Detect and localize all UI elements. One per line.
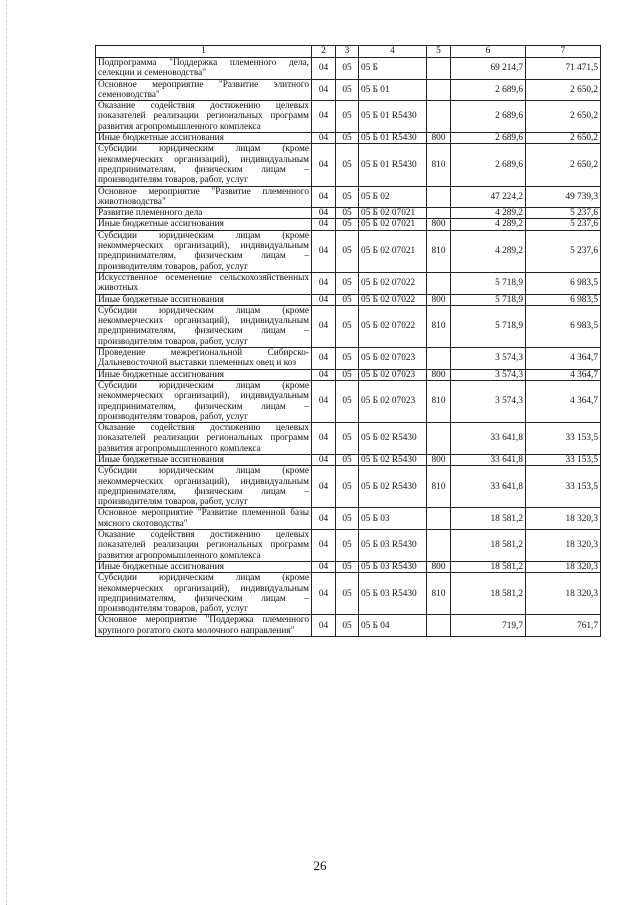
subsection-code-cell: 05 — [336, 219, 359, 230]
subsection-code-cell: 05 — [336, 58, 359, 80]
amount-year-2-cell: 18 320,3 — [526, 561, 601, 572]
expense-type-cell — [427, 208, 451, 219]
row-name-cell: Иные бюджетные ассигнования — [96, 369, 312, 380]
row-name-cell: Иные бюджетные ассигнования — [96, 219, 312, 230]
target-article-cell: 05 Б 02 07022 — [359, 305, 427, 347]
subsection-code-cell: 05 — [336, 454, 359, 465]
subsection-code-cell: 05 — [336, 348, 359, 370]
target-article-cell: 05 Б 01 — [359, 79, 427, 101]
table-row — [96, 101, 601, 133]
target-article-cell: 05 Б — [359, 58, 427, 80]
row-name-cell: Оказание содействия достижению целевых показателей реализации региональных программ развития агропромышленного комплекса — [96, 423, 312, 455]
row-name-cell: Субсидии юридическим лицам (кроме некоммерческих организаций), индивидуальным предпринимателям, физическим лицам – производителям товаров, работ, услуг — [96, 305, 312, 347]
amount-year-2-cell: 33 153,5 — [526, 454, 601, 465]
amount-year-1-cell: 3 574,3 — [451, 369, 526, 380]
page-number: 26 — [313, 858, 327, 873]
table-row — [96, 305, 601, 347]
table-row — [96, 133, 601, 144]
page-edge-dotted-line — [6, 0, 8, 905]
table-row — [96, 219, 601, 230]
amount-year-2-cell: 2 650,2 — [526, 79, 601, 101]
target-article-cell: 05 Б 02 07022 — [359, 294, 427, 305]
row-name-cell: Иные бюджетные ассигнования — [96, 561, 312, 572]
section-code-cell: 04 — [312, 615, 336, 637]
subsection-code-cell: 05 — [336, 133, 359, 144]
section-code-cell: 04 — [312, 573, 336, 615]
table-row — [96, 573, 601, 615]
target-article-cell: 05 Б 03 R5430 — [359, 573, 427, 615]
subsection-code-cell: 05 — [336, 615, 359, 637]
expense-type-cell — [427, 186, 451, 208]
section-code-cell: 04 — [312, 454, 336, 465]
row-name-cell: Основное мероприятие "Поддержка племенного крупного рогатого скота молочного направления" — [96, 615, 312, 637]
table-row — [96, 454, 601, 465]
row-name-cell: Субсидии юридическим лицам (кроме некоммерческих организаций), индивидуальным предпринимателям, физическим лицам – производителям товаров, работ, услуг — [96, 573, 312, 615]
header-col-3: 3 — [336, 46, 359, 58]
header-row — [96, 46, 601, 58]
target-article-cell: 05 Б 02 07023 — [359, 348, 427, 370]
table-row — [96, 272, 601, 294]
row-name-cell: Субсидии юридическим лицам (кроме некоммерческих организаций), индивидуальным предпринимателям, физическим лицам – производителям товаров, работ, услуг — [96, 466, 312, 508]
target-article-cell: 05 Б 02 07023 — [359, 380, 427, 422]
section-code-cell: 04 — [312, 133, 336, 144]
expense-type-cell: 800 — [427, 369, 451, 380]
section-code-cell: 04 — [312, 58, 336, 80]
expense-type-cell — [427, 508, 451, 530]
table-row — [96, 144, 601, 186]
subsection-code-cell: 05 — [336, 101, 359, 133]
expense-type-cell: 810 — [427, 230, 451, 272]
subsection-code-cell: 05 — [336, 305, 359, 347]
row-name-cell: Основное мероприятие "Развитие племенной базы мясного скотоводства" — [96, 508, 312, 530]
amount-year-1-cell: 719,7 — [451, 615, 526, 637]
section-code-cell: 04 — [312, 380, 336, 422]
row-name-cell: Развитие племенного дела — [96, 208, 312, 219]
section-code-cell: 04 — [312, 348, 336, 370]
amount-year-1-cell: 2 689,6 — [451, 101, 526, 133]
table-row — [96, 348, 601, 370]
header-col-6: 6 — [451, 46, 526, 58]
amount-year-2-cell: 5 237,6 — [526, 219, 601, 230]
expense-type-cell: 800 — [427, 133, 451, 144]
amount-year-2-cell: 33 153,5 — [526, 423, 601, 455]
amount-year-2-cell: 761,7 — [526, 615, 601, 637]
section-code-cell: 04 — [312, 423, 336, 455]
expense-type-cell: 800 — [427, 219, 451, 230]
expense-type-cell: 800 — [427, 294, 451, 305]
budget-table — [95, 45, 601, 637]
target-article-cell: 05 Б 02 R5430 — [359, 466, 427, 508]
amount-year-2-cell: 5 237,6 — [526, 230, 601, 272]
section-code-cell: 04 — [312, 508, 336, 530]
subsection-code-cell: 05 — [336, 530, 359, 562]
target-article-cell: 05 Б 03 R5430 — [359, 530, 427, 562]
amount-year-1-cell: 4 289,2 — [451, 230, 526, 272]
section-code-cell: 04 — [312, 369, 336, 380]
row-name-cell: Субсидии юридическим лицам (кроме некоммерческих организаций), индивидуальным предпринимателям, физическим лицам – производителям товаров, работ, услуг — [96, 230, 312, 272]
subsection-code-cell: 05 — [336, 79, 359, 101]
target-article-cell: 05 Б 02 07021 — [359, 219, 427, 230]
section-code-cell: 04 — [312, 144, 336, 186]
expense-type-cell: 810 — [427, 144, 451, 186]
amount-year-1-cell: 2 689,6 — [451, 144, 526, 186]
expense-type-cell — [427, 58, 451, 80]
amount-year-2-cell: 4 364,7 — [526, 348, 601, 370]
expense-type-cell: 810 — [427, 380, 451, 422]
expense-type-cell — [427, 272, 451, 294]
subsection-code-cell: 05 — [336, 186, 359, 208]
section-code-cell: 04 — [312, 561, 336, 572]
row-name-cell: Субсидии юридическим лицам (кроме некоммерческих организаций), индивидуальным предпринимателям, физическим лицам – производителям товаров, работ, услуг — [96, 380, 312, 422]
row-name-cell: Основное мероприятие "Развитие племенного животноводства" — [96, 186, 312, 208]
expense-type-cell — [427, 615, 451, 637]
row-name-cell: Иные бюджетные ассигнования — [96, 454, 312, 465]
expense-type-cell: 800 — [427, 561, 451, 572]
header-col-1: 1 — [96, 46, 312, 58]
amount-year-1-cell: 69 214,7 — [451, 58, 526, 80]
amount-year-2-cell: 33 153,5 — [526, 466, 601, 508]
amount-year-1-cell: 4 289,2 — [451, 219, 526, 230]
amount-year-2-cell: 2 650,2 — [526, 133, 601, 144]
section-code-cell: 04 — [312, 466, 336, 508]
amount-year-2-cell: 6 983,5 — [526, 294, 601, 305]
subsection-code-cell: 05 — [336, 369, 359, 380]
target-article-cell: 05 Б 02 07021 — [359, 208, 427, 219]
section-code-cell: 04 — [312, 272, 336, 294]
amount-year-2-cell: 6 983,5 — [526, 305, 601, 347]
table-row — [96, 230, 601, 272]
table-body — [96, 58, 601, 637]
subsection-code-cell: 05 — [336, 573, 359, 615]
amount-year-2-cell: 18 320,3 — [526, 530, 601, 562]
amount-year-1-cell: 18 581,2 — [451, 508, 526, 530]
amount-year-1-cell: 18 581,2 — [451, 530, 526, 562]
table-row — [96, 466, 601, 508]
section-code-cell: 04 — [312, 186, 336, 208]
expense-type-cell: 800 — [427, 454, 451, 465]
table-row — [96, 79, 601, 101]
section-code-cell: 04 — [312, 219, 336, 230]
header-col-5: 5 — [427, 46, 451, 58]
row-name-cell: Искусственное осеменение сельскохозяйственных животных — [96, 272, 312, 294]
target-article-cell: 05 Б 02 07021 — [359, 230, 427, 272]
amount-year-1-cell: 5 718,9 — [451, 294, 526, 305]
target-article-cell: 05 Б 02 07022 — [359, 272, 427, 294]
subsection-code-cell: 05 — [336, 294, 359, 305]
subsection-code-cell: 05 — [336, 144, 359, 186]
amount-year-2-cell: 18 320,3 — [526, 508, 601, 530]
target-article-cell: 05 Б 01 R5430 — [359, 144, 427, 186]
amount-year-1-cell: 33 641,8 — [451, 423, 526, 455]
header-col-7: 7 — [526, 46, 601, 58]
amount-year-1-cell: 5 718,9 — [451, 272, 526, 294]
table-row — [96, 380, 601, 422]
target-article-cell: 05 Б 03 — [359, 508, 427, 530]
subsection-code-cell: 05 — [336, 466, 359, 508]
amount-year-2-cell: 49 739,3 — [526, 186, 601, 208]
row-name-cell: Иные бюджетные ассигнования — [96, 294, 312, 305]
expense-type-cell: 810 — [427, 305, 451, 347]
target-article-cell: 05 Б 02 — [359, 186, 427, 208]
amount-year-2-cell: 5 237,6 — [526, 208, 601, 219]
amount-year-1-cell: 5 718,9 — [451, 305, 526, 347]
table-row — [96, 186, 601, 208]
section-code-cell: 04 — [312, 101, 336, 133]
table-row — [96, 369, 601, 380]
expense-type-cell — [427, 79, 451, 101]
amount-year-2-cell: 6 983,5 — [526, 272, 601, 294]
target-article-cell: 05 Б 02 R5430 — [359, 454, 427, 465]
table-row — [96, 423, 601, 455]
section-code-cell: 04 — [312, 305, 336, 347]
amount-year-1-cell: 3 574,3 — [451, 348, 526, 370]
amount-year-1-cell: 33 641,8 — [451, 454, 526, 465]
target-article-cell: 05 Б 01 R5430 — [359, 101, 427, 133]
table-row — [96, 58, 601, 80]
header-col-2: 2 — [312, 46, 336, 58]
expense-type-cell — [427, 423, 451, 455]
section-code-cell: 04 — [312, 294, 336, 305]
section-code-cell: 04 — [312, 230, 336, 272]
amount-year-1-cell: 2 689,6 — [451, 79, 526, 101]
row-name-cell: Иные бюджетные ассигнования — [96, 133, 312, 144]
table-row — [96, 508, 601, 530]
subsection-code-cell: 05 — [336, 380, 359, 422]
section-code-cell: 04 — [312, 530, 336, 562]
row-name-cell: Подпрограмма "Поддержка племенного дела, селекции и семеноводства" — [96, 58, 312, 80]
row-name-cell: Основное мероприятие "Развитие элитного семеноводства" — [96, 79, 312, 101]
subsection-code-cell: 05 — [336, 230, 359, 272]
subsection-code-cell: 05 — [336, 208, 359, 219]
subsection-code-cell: 05 — [336, 272, 359, 294]
amount-year-1-cell: 4 289,2 — [451, 208, 526, 219]
subsection-code-cell: 05 — [336, 423, 359, 455]
amount-year-2-cell: 2 650,2 — [526, 101, 601, 133]
amount-year-1-cell: 33 641,8 — [451, 466, 526, 508]
table-row — [96, 208, 601, 219]
expense-type-cell — [427, 530, 451, 562]
row-name-cell: Субсидии юридическим лицам (кроме некоммерческих организаций), индивидуальным предпринимателям, физическим лицам – производителям товаров, работ, услуг — [96, 144, 312, 186]
table-row — [96, 561, 601, 572]
section-code-cell: 04 — [312, 79, 336, 101]
expense-type-cell: 810 — [427, 466, 451, 508]
amount-year-1-cell: 2 689,6 — [451, 133, 526, 144]
target-article-cell: 05 Б 03 R5430 — [359, 561, 427, 572]
amount-year-2-cell: 2 650,2 — [526, 144, 601, 186]
target-article-cell: 05 Б 01 R5430 — [359, 133, 427, 144]
header-col-4: 4 — [359, 46, 427, 58]
target-article-cell: 05 Б 02 07023 — [359, 369, 427, 380]
amount-year-1-cell: 18 581,2 — [451, 561, 526, 572]
expense-type-cell: 810 — [427, 573, 451, 615]
table-row — [96, 294, 601, 305]
table-row — [96, 615, 601, 637]
amount-year-1-cell: 47 224,2 — [451, 186, 526, 208]
amount-year-2-cell: 18 320,3 — [526, 573, 601, 615]
row-name-cell: Оказание содействия достижению целевых показателей реализации региональных программ развития агропромышленного комплекса — [96, 530, 312, 562]
row-name-cell: Оказание содействия достижению целевых показателей реализации региональных программ развития агропромышленного комплекса — [96, 101, 312, 133]
expense-type-cell — [427, 348, 451, 370]
amount-year-1-cell: 3 574,3 — [451, 380, 526, 422]
amount-year-2-cell: 4 364,7 — [526, 369, 601, 380]
subsection-code-cell: 05 — [336, 508, 359, 530]
amount-year-1-cell: 18 581,2 — [451, 573, 526, 615]
table-row — [96, 530, 601, 562]
expense-type-cell — [427, 101, 451, 133]
amount-year-2-cell: 4 364,7 — [526, 380, 601, 422]
target-article-cell: 05 Б 04 — [359, 615, 427, 637]
subsection-code-cell: 05 — [336, 561, 359, 572]
row-name-cell: Проведение межрегиональной Сибирско-Дальневосточной выставки племенных овец и коз — [96, 348, 312, 370]
target-article-cell: 05 Б 02 R5430 — [359, 423, 427, 455]
amount-year-2-cell: 71 471,5 — [526, 58, 601, 80]
section-code-cell: 04 — [312, 208, 336, 219]
